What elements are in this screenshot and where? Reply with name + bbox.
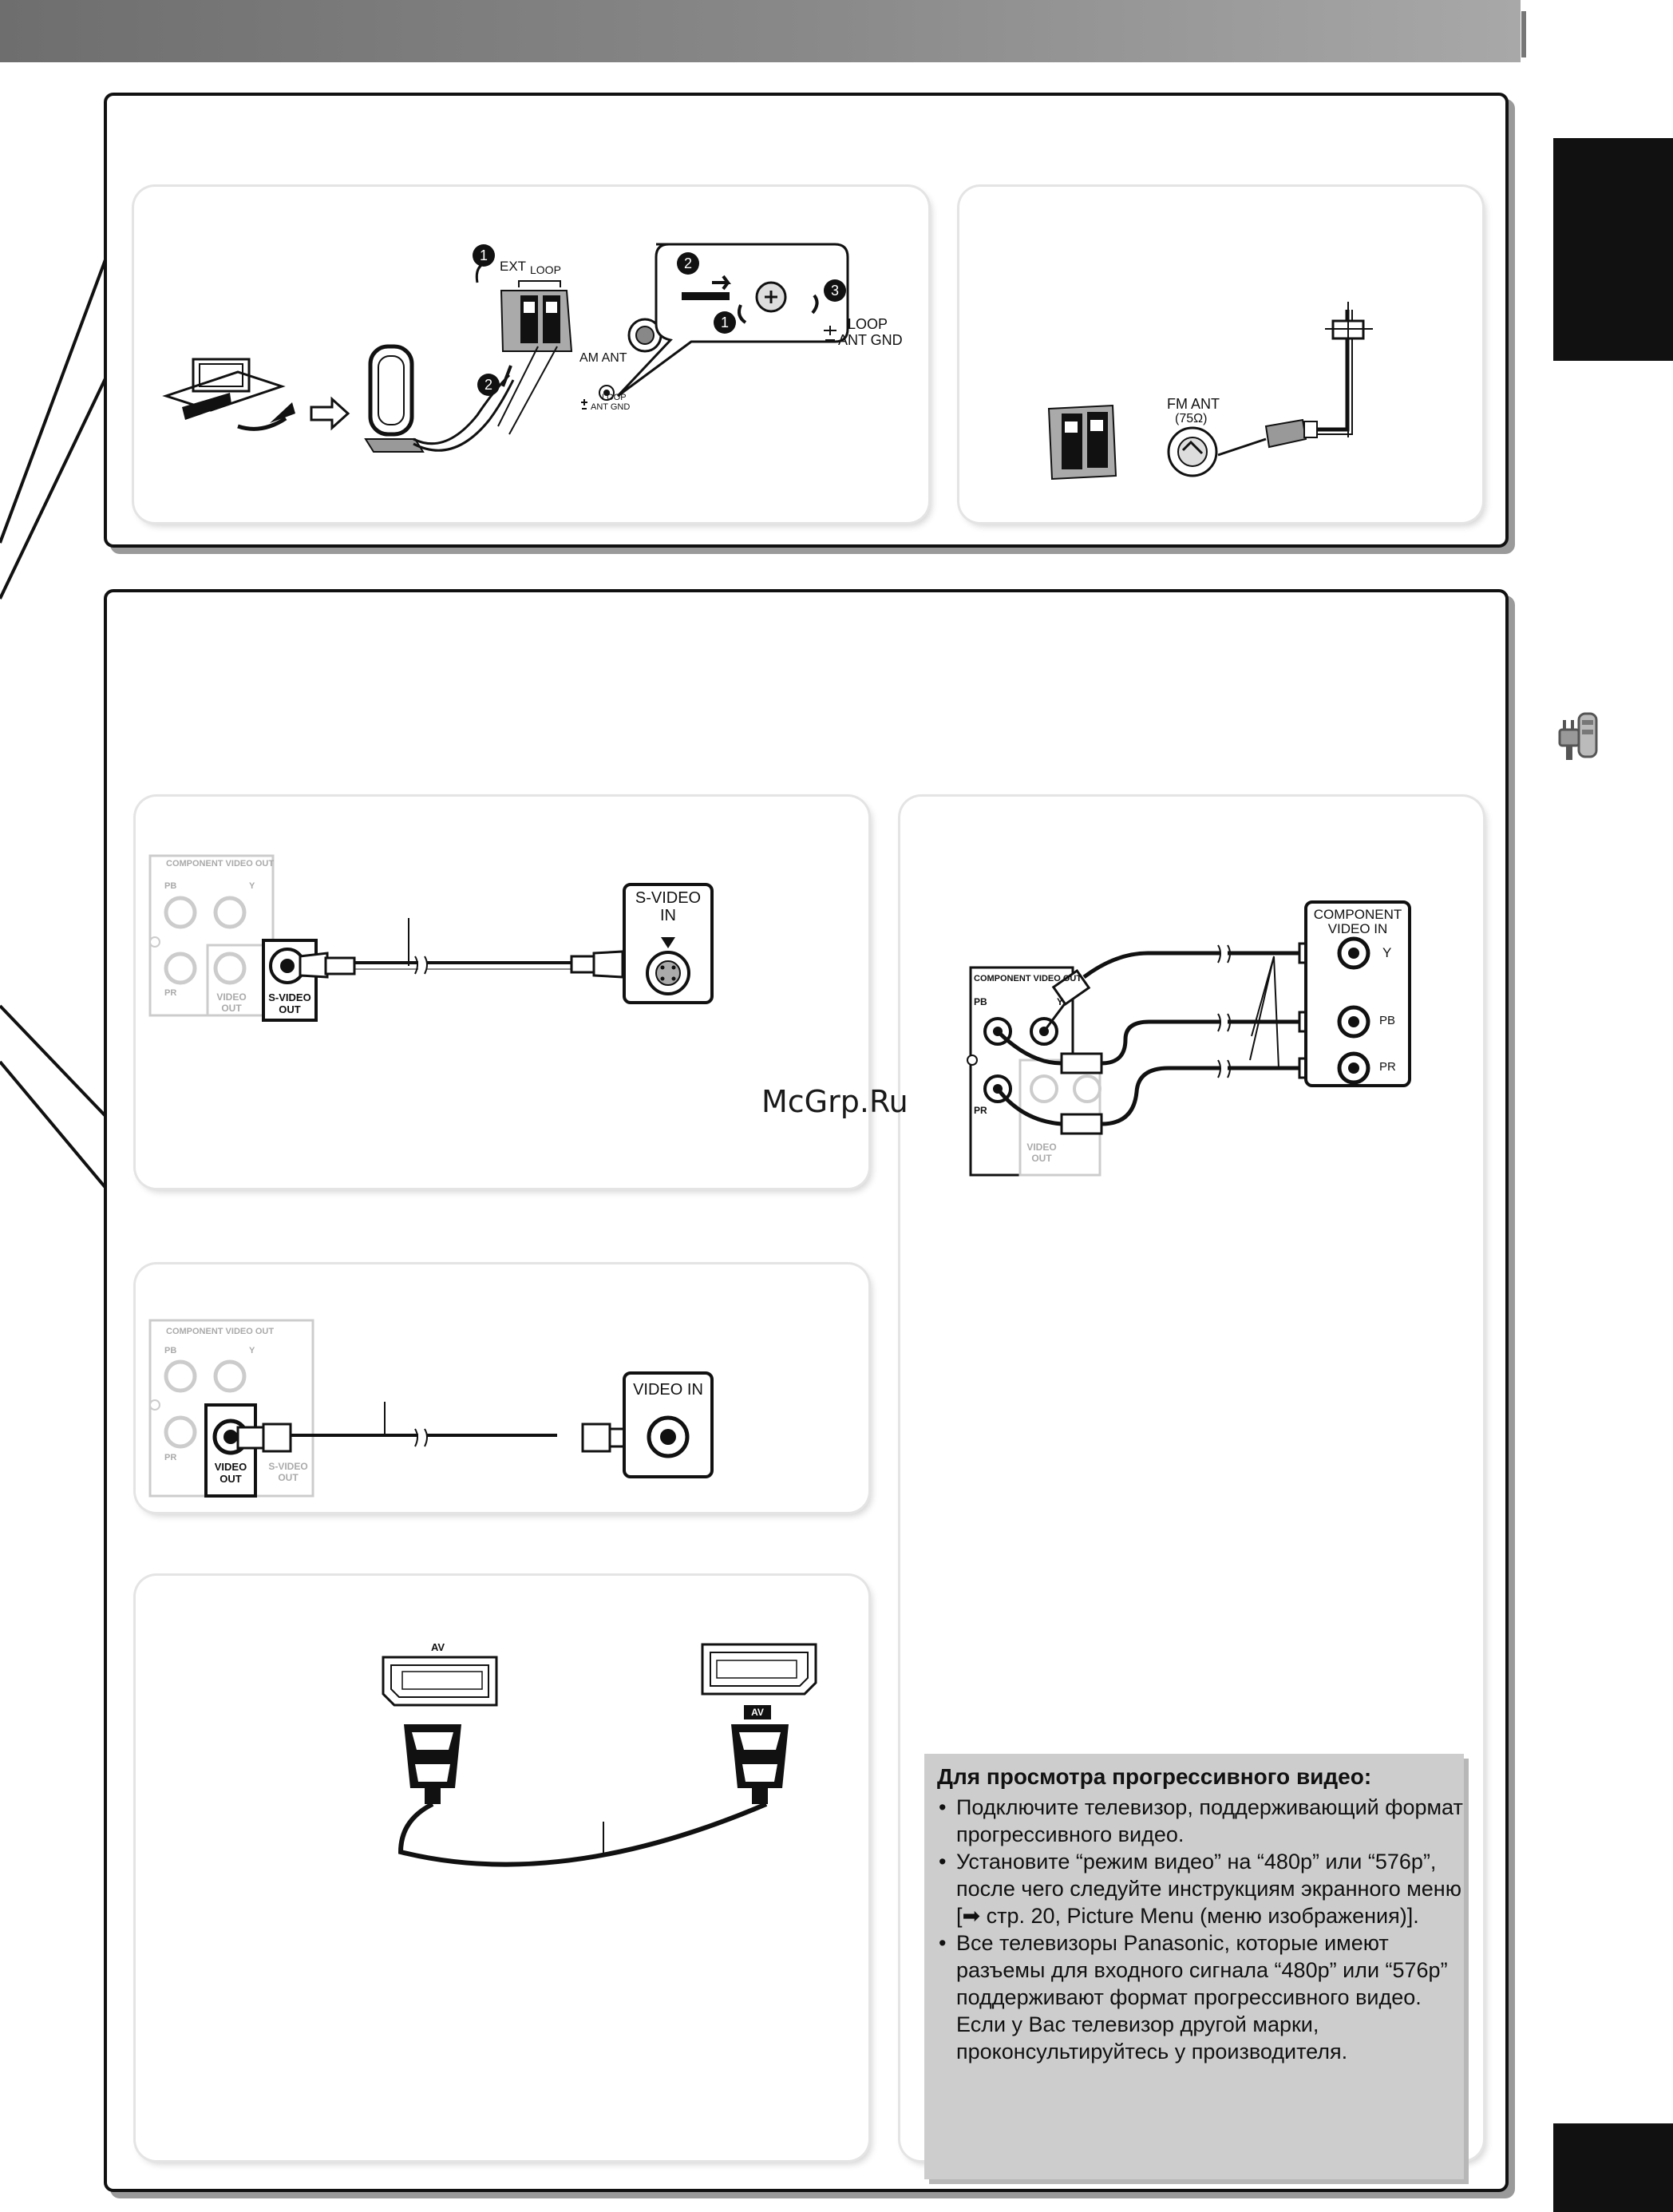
ext-label: EXT bbox=[500, 259, 527, 274]
note-bullet: • Все телевизоры Panasonic, которые имеют разъемы для входного сигнала “480p” или “576p” поддерживают формат прогрессивного видео. Если у Вас телевизор другой марки, проконсультируйтесь у производителя. bbox=[937, 1929, 1464, 2065]
component-label: COMPONENT VIDEO OUT bbox=[166, 1327, 275, 1336]
tv-svideo-label-line2: IN bbox=[660, 907, 676, 924]
scart-card bbox=[136, 1576, 868, 2160]
header-stripe bbox=[1521, 11, 1526, 57]
antenna-section bbox=[104, 93, 1509, 548]
fm-antenna-wire-icon bbox=[1218, 302, 1373, 455]
loop-label: LOOP bbox=[530, 263, 561, 276]
pb-label: PB bbox=[164, 1346, 177, 1355]
page-number-tab bbox=[1553, 2123, 1673, 2212]
component-label: COMPONENT VIDEO OUT bbox=[166, 859, 275, 869]
y-label: Y bbox=[1057, 996, 1064, 1007]
inset-step-1-number: 1 bbox=[720, 315, 730, 330]
inset-step-3-number: 3 bbox=[830, 283, 840, 299]
tv-pb-label: PB bbox=[1379, 1014, 1396, 1027]
loop-label-small: LOOP bbox=[602, 393, 627, 402]
loop-label-zoom: LOOP bbox=[848, 316, 888, 332]
pr-label: PR bbox=[164, 1453, 177, 1462]
svideo-card bbox=[136, 797, 868, 1188]
video-card bbox=[136, 1264, 868, 1512]
fm-ant-label: FM ANT bbox=[1167, 396, 1220, 412]
component-diagram bbox=[900, 797, 1483, 1244]
pr-label: PR bbox=[974, 1105, 987, 1116]
arrow-right-icon bbox=[311, 399, 348, 428]
am-antenna-diagram bbox=[134, 187, 928, 522]
video-out-label: VIDEO OUT bbox=[214, 1461, 247, 1485]
video-out-label: VIDEO OUT bbox=[1026, 1142, 1057, 1164]
inset-step-2-number: 2 bbox=[683, 255, 693, 271]
callout-lines bbox=[0, 239, 112, 1357]
tv-pr-label: PR bbox=[1379, 1060, 1396, 1074]
scart-diagram bbox=[136, 1576, 868, 2160]
tv-y-label: Y bbox=[1382, 945, 1392, 960]
video-out-label: VIDEO OUT bbox=[216, 991, 247, 1014]
pb-label: PB bbox=[974, 996, 987, 1007]
unit-scart-socket-icon bbox=[383, 1657, 496, 1705]
step-2-number: 2 bbox=[484, 377, 493, 393]
tv-component-label-line2: VIDEO IN bbox=[1327, 921, 1388, 936]
tv-component-label-line1: COMPONENT bbox=[1313, 907, 1402, 922]
note-bullet: • Подключите телевизор, поддерживающий формат прогрессивного видео. bbox=[937, 1794, 1464, 1848]
side-tab bbox=[1553, 138, 1673, 361]
plug-icon bbox=[1555, 709, 1603, 765]
am-ant-label: AM ANT bbox=[579, 351, 627, 365]
fm-socket-icon bbox=[1169, 428, 1216, 476]
note-bullet: • Установите “режим видео” на “480p” или “576p”, после чего следуйте инструкциям экранного меню [➡ стр. 20, Picture Menu (меню изображения)]. bbox=[937, 1848, 1464, 1929]
scart-plug-icon bbox=[404, 1724, 461, 1804]
tv-svideo-label-line1: S-VIDEO bbox=[635, 889, 702, 907]
tv-video-in-label: VIDEO IN bbox=[633, 1381, 703, 1399]
pb-label: PB bbox=[164, 881, 177, 891]
fm-impedance-label: (75Ω) bbox=[1175, 412, 1208, 425]
ant-gnd-label-small: ANT GND bbox=[591, 402, 631, 412]
y-label: Y bbox=[249, 881, 255, 891]
y-label: Y bbox=[249, 1346, 255, 1355]
am-antenna-card bbox=[134, 187, 928, 522]
watermark: McGrp.Ru bbox=[761, 1084, 908, 1119]
pr-label: PR bbox=[164, 988, 177, 998]
step-marker-2 bbox=[477, 374, 500, 396]
fm-antenna-diagram bbox=[959, 187, 1482, 522]
folded-loop-antenna-icon bbox=[166, 359, 295, 429]
scart-plug-icon bbox=[731, 1724, 789, 1804]
tv-av-label: AV bbox=[751, 1707, 764, 1718]
unit-av-label: AV bbox=[431, 1641, 445, 1653]
zoom-inset bbox=[581, 244, 848, 409]
header-bar bbox=[0, 0, 1521, 62]
terminal-block-icon bbox=[1049, 406, 1116, 479]
note-list bbox=[937, 1794, 1464, 2065]
ant-gnd-label-zoom: ANT GND bbox=[838, 332, 903, 348]
progressive-video-note bbox=[924, 1754, 1464, 2179]
svideo-out-label: S-VIDEO OUT bbox=[268, 1461, 308, 1483]
loop-antenna-icon bbox=[366, 346, 513, 452]
note-title: Для просмотра прогрессивного видео: bbox=[937, 1764, 1372, 1789]
component-unit-label: COMPONENT VIDEO OUT bbox=[974, 974, 1082, 983]
svideo-out-label: S-VIDEO OUT bbox=[268, 991, 311, 1015]
fm-antenna-card bbox=[959, 187, 1482, 522]
svideo-cable bbox=[300, 918, 623, 977]
step-1-number: 1 bbox=[479, 247, 488, 263]
